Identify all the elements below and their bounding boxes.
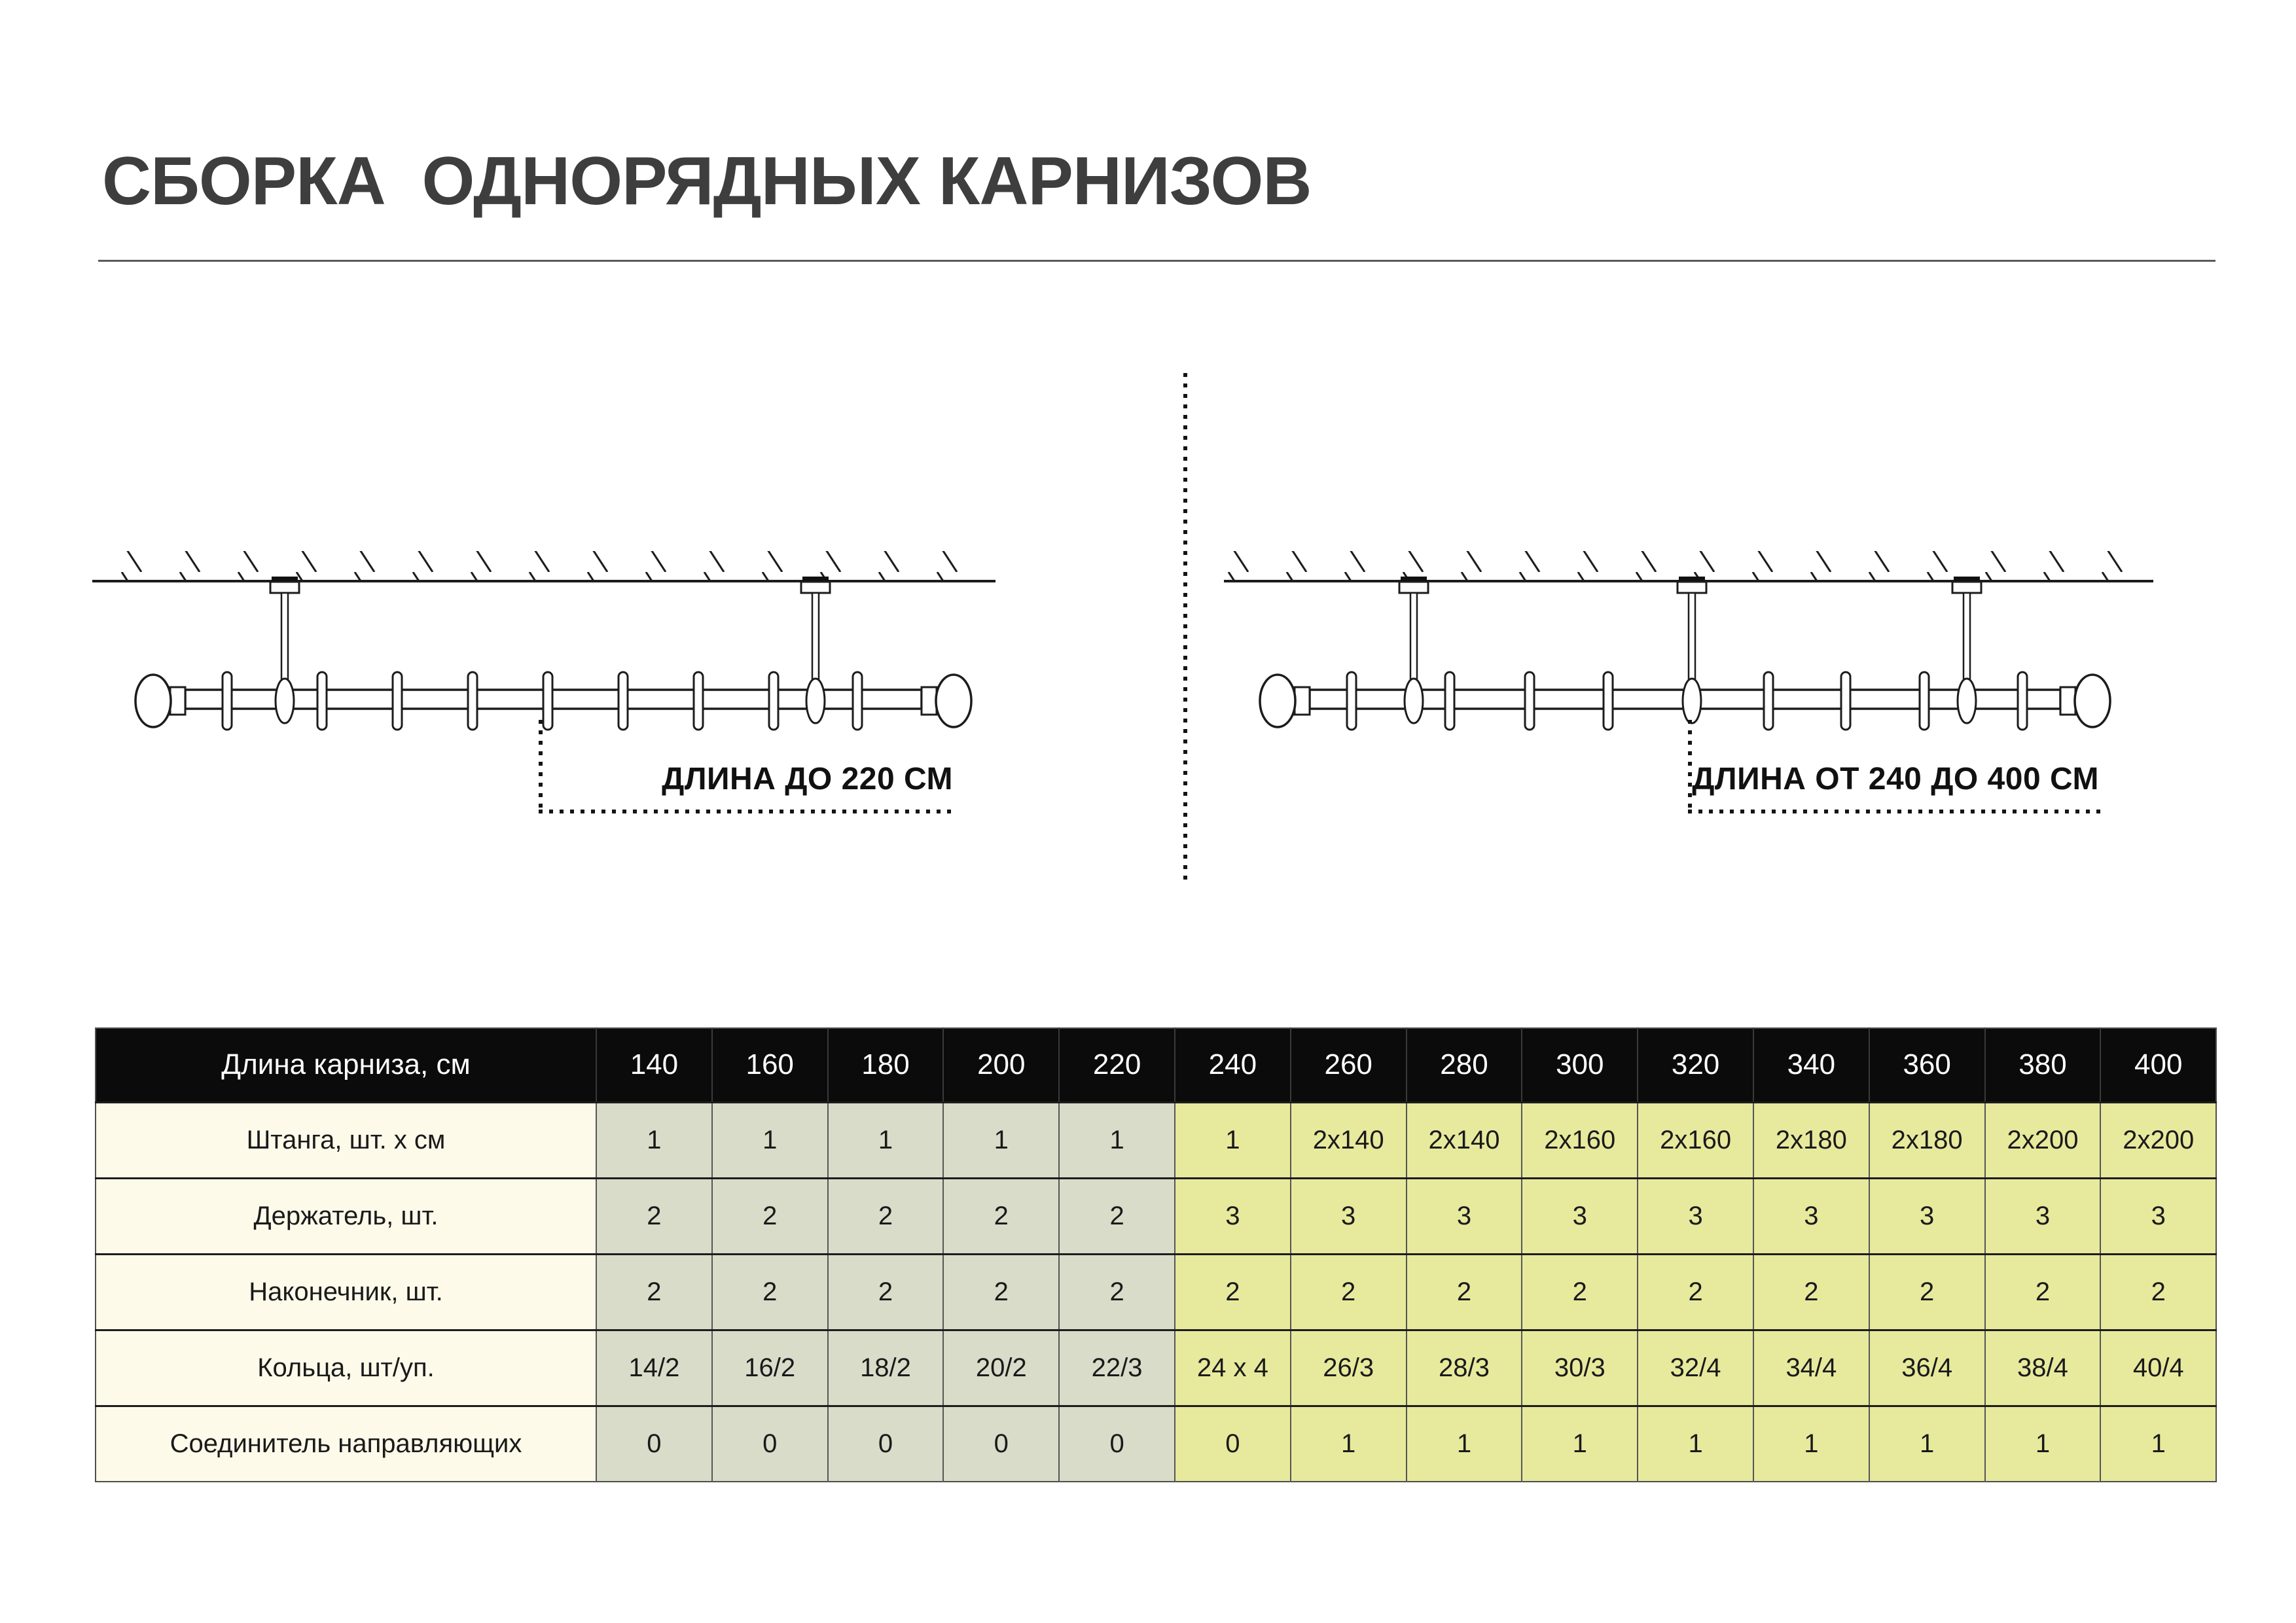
col-header-320: 320: [1638, 1028, 1753, 1102]
cell: 2: [943, 1254, 1059, 1330]
row-label-connector: Соединитель направляющих: [96, 1406, 596, 1482]
col-header-380: 380: [1985, 1028, 2101, 1102]
col-header-340: 340: [1753, 1028, 1869, 1102]
right-length-caption: ДЛИНА ОТ 240 ДО 400 СМ: [1692, 762, 2099, 796]
wall-bracket: [1677, 577, 1706, 681]
cell: 1: [712, 1102, 828, 1178]
title-divider: [98, 260, 2215, 262]
wall-bracket: [801, 577, 830, 681]
cell: 3: [1985, 1178, 2101, 1254]
cell: 2: [1522, 1254, 1638, 1330]
table-row-bracket: [96, 1178, 2216, 1254]
cell: 2x200: [2100, 1102, 2216, 1178]
cell: 2: [1753, 1254, 1869, 1330]
assembly-table: [95, 1027, 2217, 1482]
cell: 0: [1059, 1406, 1175, 1482]
cell: 1: [943, 1102, 1059, 1178]
cell: 0: [1175, 1406, 1291, 1482]
cell: 2: [1059, 1178, 1175, 1254]
cell: 3: [1869, 1178, 1985, 1254]
diagram-divider-dotted-line: [1183, 373, 1187, 880]
cell: 1: [1175, 1102, 1291, 1178]
wall-bracket: [270, 577, 299, 681]
cell: 2x160: [1522, 1102, 1638, 1178]
cell: 2x140: [1291, 1102, 1407, 1178]
cell: 2x140: [1407, 1102, 1522, 1178]
cell: 2: [1407, 1254, 1522, 1330]
col-header-160: 160: [712, 1028, 828, 1102]
page-title: СБОРКА ОДНОРЯДНЫХ КАРНИЗОВ: [102, 143, 1312, 219]
cell: 3: [1291, 1178, 1407, 1254]
right-dimension-horizontal-line: [1688, 810, 2103, 813]
table-row-connector: [96, 1406, 2216, 1482]
col-header-360: 360: [1869, 1028, 1985, 1102]
row-label-bracket: Держатель, шт.: [96, 1178, 596, 1254]
cell: 22/3: [1059, 1330, 1175, 1406]
finial-ball: [2075, 675, 2110, 727]
col-header-400: 400: [2100, 1028, 2216, 1102]
cell: 0: [712, 1406, 828, 1482]
cell: 2: [1869, 1254, 1985, 1330]
cell: 24 x 4: [1175, 1330, 1291, 1406]
cell: 2: [596, 1254, 712, 1330]
cell: 2: [596, 1178, 712, 1254]
left-length-caption: ДЛИНА ДО 220 СМ: [662, 762, 953, 796]
cell: 2: [1985, 1254, 2101, 1330]
cornice-diagram-short: [92, 543, 1008, 740]
cell: 1: [596, 1102, 712, 1178]
header-label: Длина карниза, см: [96, 1028, 596, 1102]
table-row-rings: [96, 1330, 2216, 1406]
left-dimension-horizontal-line: [539, 810, 958, 813]
row-label-rings: Кольца, шт/уп.: [96, 1330, 596, 1406]
col-header-300: 300: [1522, 1028, 1638, 1102]
cell: 2: [1059, 1254, 1175, 1330]
cell: 16/2: [712, 1330, 828, 1406]
table-row-rod: [96, 1102, 2216, 1178]
col-header-280: 280: [1407, 1028, 1522, 1102]
cell: 1: [2100, 1406, 2216, 1482]
cell: 1: [1638, 1406, 1753, 1482]
cornice-diagram-long: [1217, 543, 2160, 740]
cell: 1: [828, 1102, 944, 1178]
cell: 38/4: [1985, 1330, 2101, 1406]
cell: 3: [1638, 1178, 1753, 1254]
wall-bracket: [1399, 577, 1428, 681]
cell: 32/4: [1638, 1330, 1753, 1406]
cell: 2x180: [1869, 1102, 1985, 1178]
cell: 2: [712, 1254, 828, 1330]
cell: 3: [1175, 1178, 1291, 1254]
cell: 1: [1985, 1406, 2101, 1482]
finial-ball: [936, 675, 971, 727]
cell: 2: [828, 1254, 944, 1330]
col-header-260: 260: [1291, 1028, 1407, 1102]
cell: 40/4: [2100, 1330, 2216, 1406]
finial-ball: [1260, 675, 1295, 727]
cell: 2: [828, 1178, 944, 1254]
cell: 20/2: [943, 1330, 1059, 1406]
cell: 30/3: [1522, 1330, 1638, 1406]
cell: 2: [1638, 1254, 1753, 1330]
cell: 2: [1175, 1254, 1291, 1330]
cell: 1: [1059, 1102, 1175, 1178]
cell: 14/2: [596, 1330, 712, 1406]
row-label-rod: Штанга, шт. х см: [96, 1102, 596, 1178]
cell: 2: [712, 1178, 828, 1254]
table-row-finial: [96, 1254, 2216, 1330]
cell: 2: [2100, 1254, 2216, 1330]
row-label-finial: Наконечник, шт.: [96, 1254, 596, 1330]
col-header-140: 140: [596, 1028, 712, 1102]
cell: 26/3: [1291, 1330, 1407, 1406]
cell: 3: [1753, 1178, 1869, 1254]
cell: 0: [828, 1406, 944, 1482]
cell: 2x160: [1638, 1102, 1753, 1178]
col-header-180: 180: [828, 1028, 944, 1102]
col-header-240: 240: [1175, 1028, 1291, 1102]
cell: 2x180: [1753, 1102, 1869, 1178]
cell: 3: [2100, 1178, 2216, 1254]
cell: 28/3: [1407, 1330, 1522, 1406]
cell: 34/4: [1753, 1330, 1869, 1406]
cell: 3: [1407, 1178, 1522, 1254]
col-header-220: 220: [1059, 1028, 1175, 1102]
cell: 0: [943, 1406, 1059, 1482]
cell: 1: [1753, 1406, 1869, 1482]
cell: 36/4: [1869, 1330, 1985, 1406]
cell: 1: [1522, 1406, 1638, 1482]
ceiling-hatch: [92, 551, 996, 581]
cell: 18/2: [828, 1330, 944, 1406]
cell: 0: [596, 1406, 712, 1482]
table-header-row: [96, 1028, 2216, 1102]
cell: 2x200: [1985, 1102, 2101, 1178]
cell: 2: [943, 1178, 1059, 1254]
finial-ball: [135, 675, 171, 727]
cell: 1: [1291, 1406, 1407, 1482]
cell: 2: [1291, 1254, 1407, 1330]
cell: 1: [1407, 1406, 1522, 1482]
cell: 1: [1869, 1406, 1985, 1482]
cell: 3: [1522, 1178, 1638, 1254]
col-header-200: 200: [943, 1028, 1059, 1102]
wall-bracket: [1952, 577, 1981, 681]
